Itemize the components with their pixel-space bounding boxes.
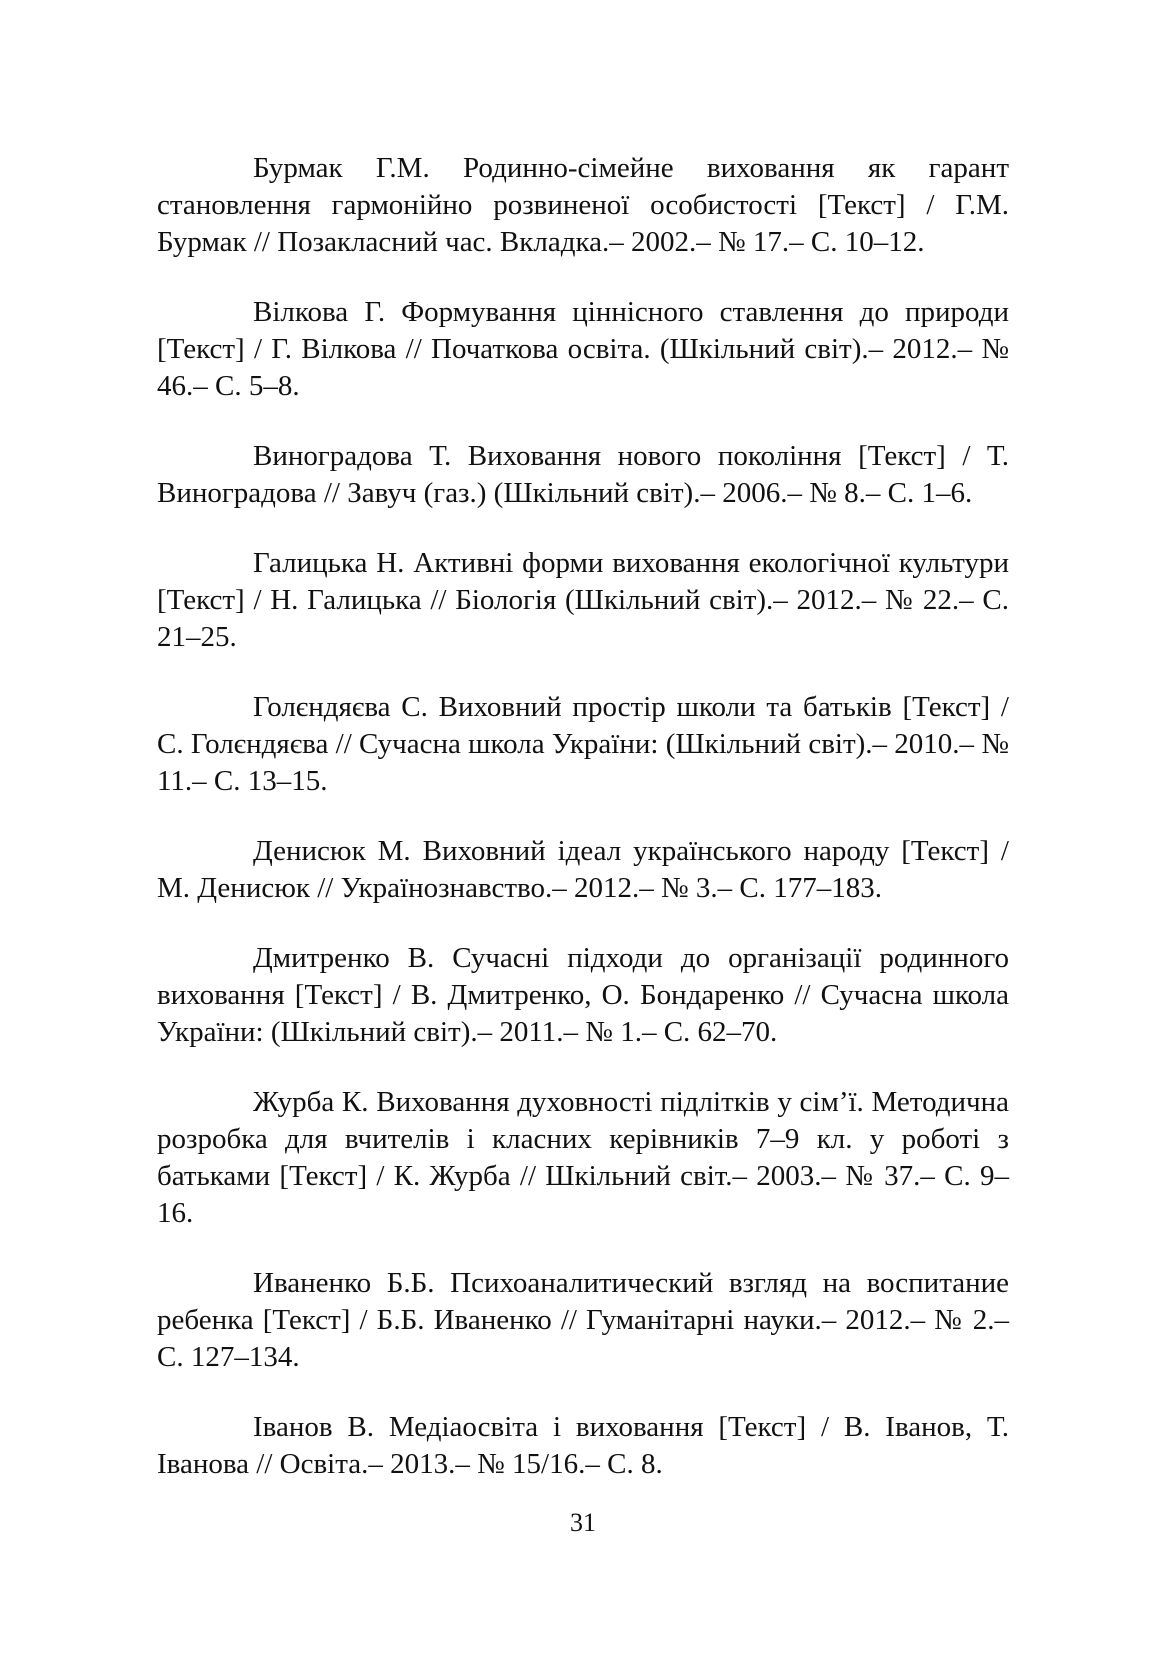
bibliography-entry: Бурмак Г.М. Родинно-сімейне виховання як гарант становлення гармонійно розвиненої особистості [Текст] / Г.М. Бурмак // Позакласний час. Вкладка.– 2002.– № 17.– С. 10–12. (157, 152, 1009, 258)
page-number: 31 (570, 1508, 596, 1537)
bibliography-entry: Журба К. Виховання духовності підлітків у сім’ї. Методична розробка для вчителів і класних керівників 7–9 кл. у роботі з батьками [Текст] / К. Журба // Шкільний світ.– 2003.– № 37.– С. 9–16. (157, 1086, 1009, 1229)
bibliography-entry: Голєндяєва С. Виховний простір школи та батьків [Текст] / С. Голєндяєва // Сучасна школа України: (Шкільний світ).– 2010.– № 11.– С. 13–15. (157, 691, 1009, 797)
bibliography-entry: Дмитренко В. Сучасні підходи до організації родинного виховання [Текст] / В. Дмитренко, О. Бондаренко // Сучасна школа України: (Шкільний світ).– 2011.– № 1.– С. 62–70. (157, 942, 1009, 1048)
bibliography-entry: Галицька Н. Активні форми виховання екологічної культури [Текст] / Н. Галицька // Біологія (Шкільний світ).– 2012.– № 22.– С. 21–25. (157, 547, 1009, 653)
bibliography-entry: Иваненко Б.Б. Психоаналитический взгляд на воспитание ребенка [Текст] / Б.Б. Иваненко // Гуманітарні науки.– 2012.– № 2.– С. 127–134. (157, 1267, 1009, 1373)
bibliography-entry: Денисюк М. Виховний ідеал українського народу [Текст] / М. Денисюк // Українознавство.– 2012.– № 3.– С. 177–183. (157, 835, 1009, 904)
bibliography-entry: Іванов В. Медіаосвіта і виховання [Текст] / В. Іванов, Т. Іванова // Освіта.– 2013.– № 15/16.– С. 8. (157, 1411, 1009, 1480)
bibliography-list (157, 150, 1009, 1516)
bibliography-entry: Вілкова Г. Формування ціннісного ставлення до природи [Текст] / Г. Вілкова // Початкова освіта. (Шкільний світ).– 2012.– № 46.– С. 5–8. (157, 296, 1009, 402)
bibliography-entry: Виноградова Т. Виховання нового покоління [Текст] / Т. Виноградова // Завуч (газ.) (Шкільний світ).– 2006.– № 8.– С. 1–6. (157, 440, 1009, 509)
